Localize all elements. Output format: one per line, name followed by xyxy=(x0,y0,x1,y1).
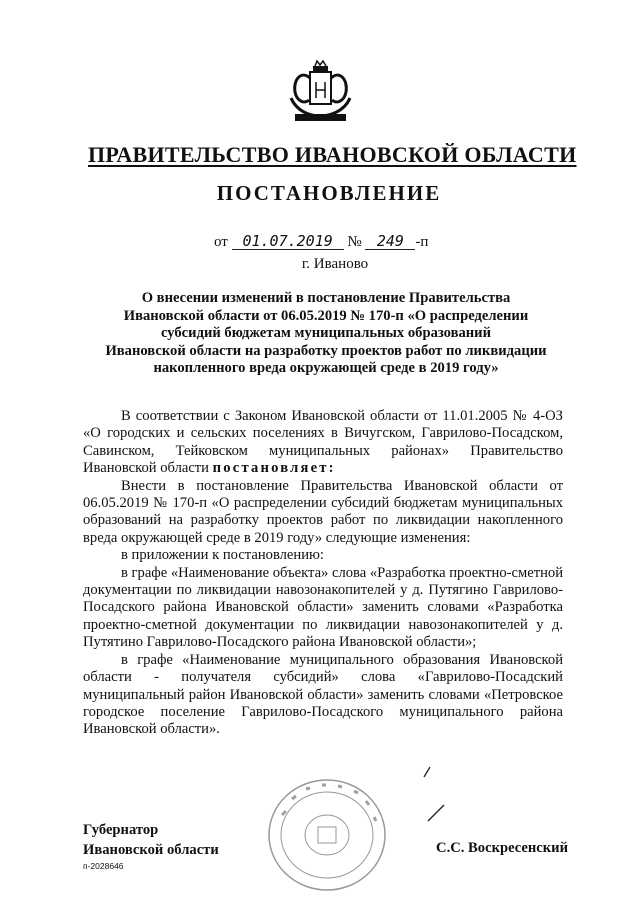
date-number-line xyxy=(214,233,428,251)
body-paragraph xyxy=(83,408,563,478)
heading-line: Ивановской области от 06.05.2019 № 170-п «О распределении xyxy=(123,307,529,324)
decree-number: 249 xyxy=(365,233,415,250)
decree-word: постановляет: xyxy=(212,460,336,477)
body-paragraph: в приложении к постановлению: xyxy=(121,547,324,564)
coat-of-arms-icon xyxy=(283,58,358,128)
heading-line: накопленного вреда окружающей среде в 2019 году» xyxy=(153,360,499,376)
number-prefix: № xyxy=(347,234,362,250)
body-paragraph: в графе «Наименование муниципального образования Ивановской области - получателя субсидий» слова «Гаврилово-Посадский муниципальный район Ивановской области» заменить словами «Петровское городское поселение Гаврилово-Посадского муниципального района Ивановской области». xyxy=(83,651,563,738)
paragraph-text: В соответствии с Законом Ивановской области от 11.01.2005 № 4-ОЗ «О городских и сельских поселениях в Вичугском, Гаврилово-Посадском, Савинском, Тейковском муниципальных районах» Правительство Ивановской области xyxy=(83,408,563,477)
heading-line: О внесении изменений в постановление Правительства xyxy=(141,290,511,306)
date-prefix: от xyxy=(214,234,228,250)
position-line: Губернатор xyxy=(83,822,159,838)
handwritten-signature-icon xyxy=(420,765,450,825)
signatory-position xyxy=(83,820,219,860)
registration-number: п-2028646 xyxy=(83,861,124,871)
heading-line: субсидий бюджетам муниципальных образований xyxy=(161,325,491,341)
decree-date: 01.07.2019 xyxy=(232,233,344,250)
document-heading xyxy=(96,290,556,378)
round-seal-stamp-icon xyxy=(262,775,392,895)
signatory-name: С.С. Воскресенский xyxy=(436,840,568,856)
document-body xyxy=(83,408,563,739)
heading-line: Ивановской области на разработку проектов работ по ликвидации xyxy=(105,342,547,359)
government-title: ПРАВИТЕЛЬСТВО ИВАНОВСКОЙ ОБЛАСТИ xyxy=(88,142,577,167)
position-line: Ивановской области xyxy=(83,842,219,858)
number-suffix: -п xyxy=(415,234,429,250)
body-paragraph: Внести в постановление Правительства Ивановской области от 06.05.2019 № 170-п «О распределении субсидий бюджетам муниципальных образований на разработку проектов работ по ликвидации накопленного вреда окружающей среде в 2019 году» следующие изменения: xyxy=(83,477,563,546)
city: г. Иваново xyxy=(301,256,369,272)
document-type: ПОСТАНОВЛЕНИЕ xyxy=(216,181,442,205)
body-paragraph: в графе «Наименование объекта» слова «Разработка проектно-сметной документации по ликвидации навозонакопителей у д. Путягино Гаврилово-Посадского района Ивановской области» заменить словами «Разработка проектно-сметной документации по ликвидации навозонакопителей у д. Путятино Гаврилово-Посадского района Ивановской области»; xyxy=(83,564,564,651)
